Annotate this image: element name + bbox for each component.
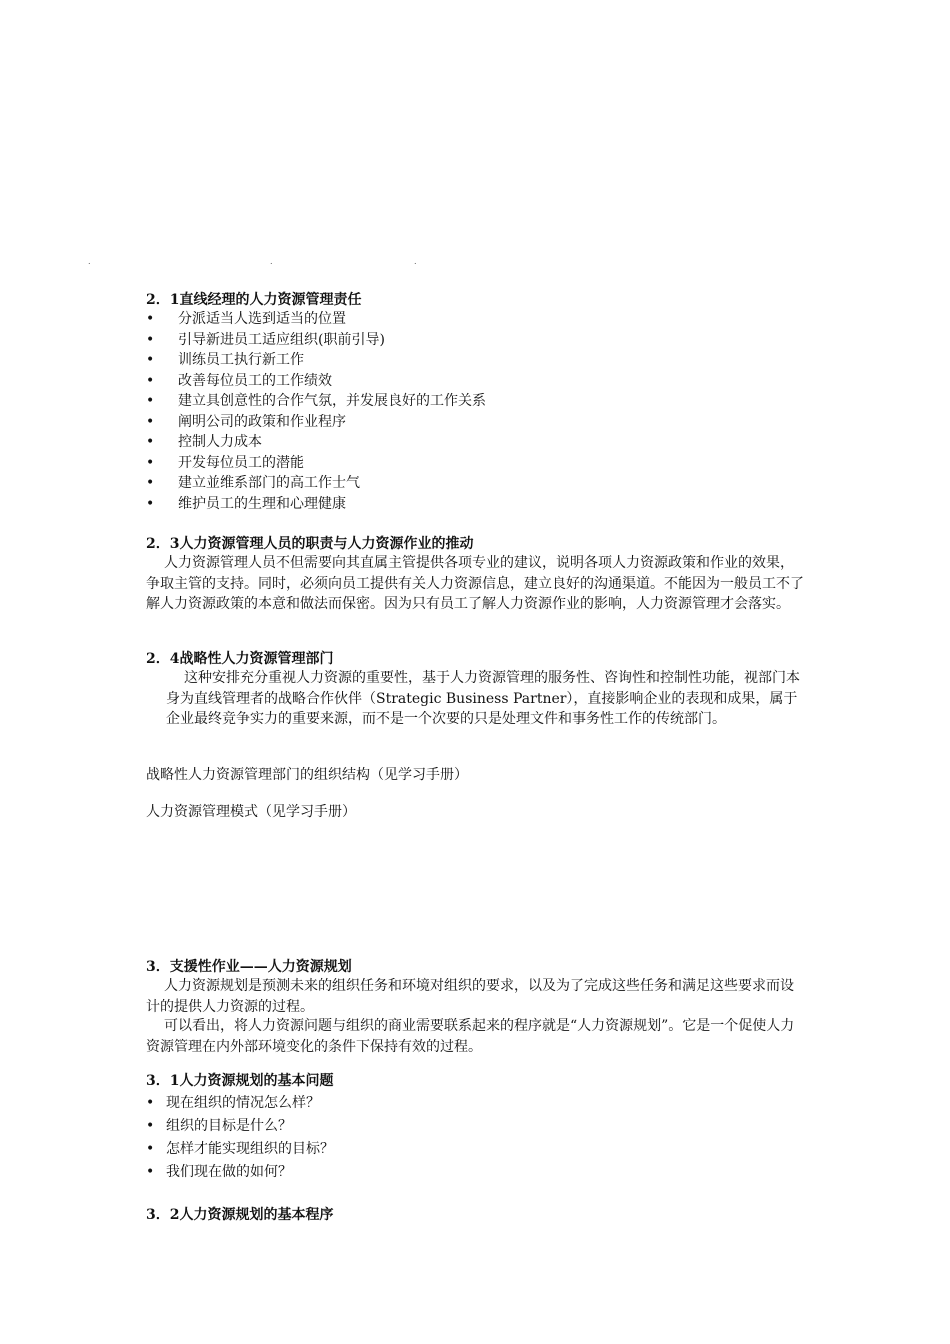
list-item: • 引导新进员工适应组织(职前引导) (146, 331, 385, 348)
bullet: • (146, 454, 155, 471)
paragraph: 这种安排充分重视人力资源的重要性，基于人力资源管理的服务性、咨询性和控制性功能，视部门本身为直线管理者的战略合作伙伴（Strategic Business Partner），直接影响企业的表现和成果，属于企业最终竞争实力的重要来源，而不是一个次要的只是处理文件和事务性工作的传统部门。 (166, 670, 800, 727)
text-line: 战略性人力资源管理部门的组织结构（见学习手册） (146, 767, 468, 783)
list-item: • 建立並维系部门的高工作士气 (146, 475, 360, 491)
section-heading-3: 3．支援性作业——人力资源规划 (146, 959, 352, 975)
section-heading-2-1: 2．1直线经理的人力资源管理责任 (146, 292, 362, 308)
bullet: • (146, 1141, 155, 1157)
list-item: • 训练员工执行新工作 (146, 352, 304, 368)
paragraph: 人力资源管理人员不但需要向其直属主管提供各项专业的建议，说明各项人力资源政策和作业的效果，争取主管的支持。同时，必须向员工提供有关人力资源信息，建立良好的沟通渠道。不能因为一般员工不了解人力资源政策的本意和做法而保密。因为只有员工了解人力资源作业的影响，人力资源管理才会落实。 (146, 555, 804, 612)
list-item: • 控制人力成本 (146, 434, 262, 450)
section-heading-3-2: 3．2人力资源规划的基本程序 (146, 1207, 334, 1223)
list-item: • 分派适当人选到适当的位置 (146, 311, 346, 327)
list-item: • 开发每位员工的潜能 (146, 454, 304, 471)
list-item: • 建立具创意性的合作气氛，并发展良好的工作关系 (146, 393, 486, 409)
bullet: • (146, 393, 155, 409)
header-dot: . (270, 257, 273, 266)
section-heading-3-1: 3．1人力资源规划的基本问题 (146, 1073, 334, 1089)
bullet: • (146, 352, 155, 368)
bullet: • (146, 1095, 155, 1111)
list-item: • 现在组织的情况怎么样？ (146, 1095, 320, 1111)
list-item: • 我们现在做的如何？ (146, 1164, 292, 1180)
section-heading-2-4: 2．4战略性人力资源管理部门 (146, 651, 334, 667)
paragraph: 可以看出，将人力资源问题与组织的商业需要联系起来的程序就是“人力资源规划”。它是一个促使人力资源管理在内外部环境变化的条件下保持有效的过程。 (146, 1018, 795, 1055)
bullet: • (146, 434, 155, 450)
list-item: • 组织的目标是什么？ (146, 1118, 292, 1134)
header-dot: . (88, 257, 91, 266)
bullet: • (146, 475, 155, 491)
bullet: • (146, 495, 155, 512)
list-item: • 维护员工的生理和心理健康 (146, 495, 346, 512)
bullet: • (146, 1164, 155, 1180)
bullet: • (146, 413, 155, 430)
bullet: • (146, 331, 155, 348)
list-item: • 改善每位员工的工作绩效 (146, 372, 332, 389)
bullet: • (146, 372, 155, 389)
bullet: • (146, 311, 155, 327)
header-dot: . (414, 257, 417, 266)
text-line: 人力资源管理模式（见学习手册） (146, 804, 356, 820)
paragraph: 人力资源规划是预测未来的组织任务和环境对组织的要求，以及为了完成这些任务和满足这些要求而设计的提供人力资源的过程。 (146, 978, 794, 1015)
section-heading-2-3: 2．3人力资源管理人员的职责与人力资源作业的推动 (146, 536, 474, 552)
list-item: • 怎样才能实现组织的目标？ (146, 1141, 334, 1157)
list-item: • 阐明公司的政策和作业程序 (146, 413, 346, 430)
bullet: • (146, 1118, 155, 1134)
